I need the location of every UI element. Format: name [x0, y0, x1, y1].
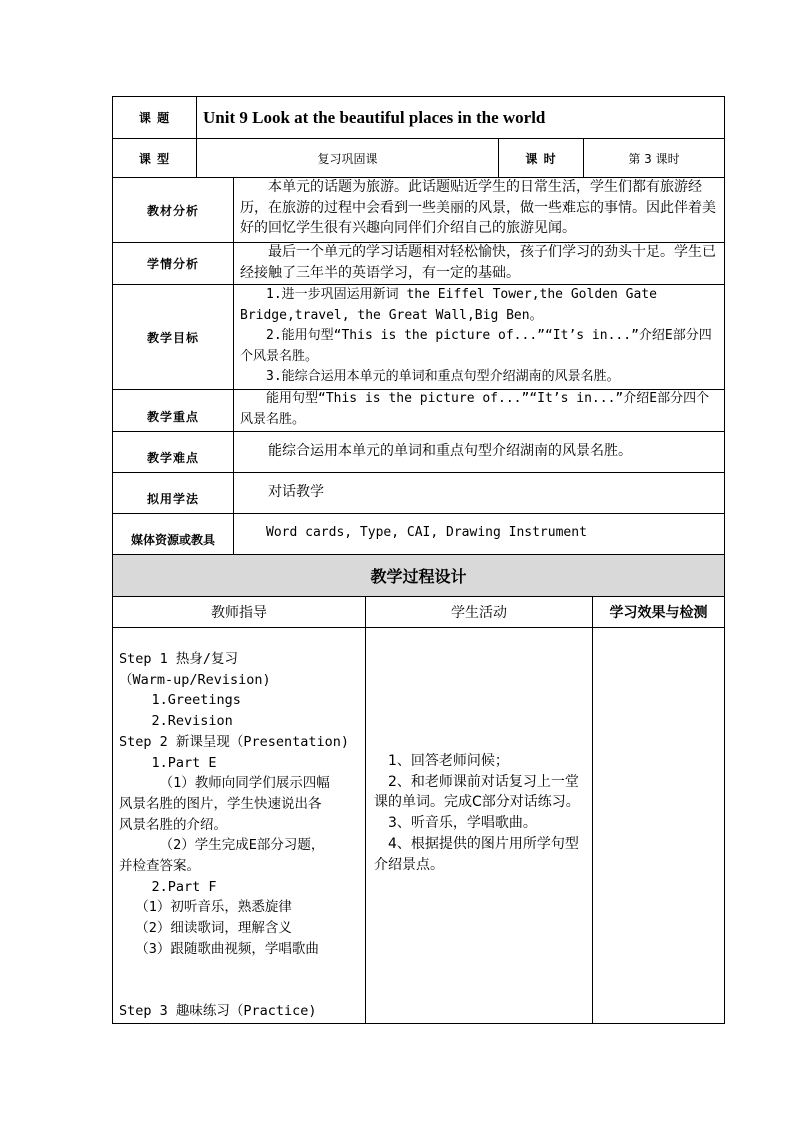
learning-effect-content [593, 628, 724, 1023]
material-analysis-label: 教材分析 [146, 203, 199, 218]
topic-value: Unit 9 Look at the beautiful places in the world [203, 107, 546, 127]
teacher-line: 风景名胜的介绍。 [119, 816, 227, 833]
student-activity-item: 4、根据提供的图片用所学句型介绍景点。 [374, 835, 579, 873]
key-points-label: 教学重点 [146, 410, 199, 424]
material-analysis-text [234, 177, 724, 242]
teacher-line: Step 2 新课呈现（Presentation) [119, 733, 350, 750]
type-label: 课 型 [138, 151, 171, 166]
student-activity-item: 1、回答老师问候； [388, 753, 509, 769]
teacher-line: （2）细读歌词，理解含义 [119, 920, 292, 937]
teacher-guidance-content [113, 649, 365, 1023]
teacher-line: 2.Revision [119, 713, 233, 730]
student-activity-header: 学生活动 [451, 605, 507, 621]
teacher-line [119, 980, 365, 1001]
student-analysis-paragraph: 最后一个单元的学习话题相对轻松愉快，孩子们学习的劲头十足。学生已经接触了三年半的英语学习，有一定的基础。 [240, 244, 716, 281]
teacher-line: 风景名胜的图片，学生快速说出各 [119, 795, 322, 812]
goal-3: 3.能综合运用本单元的单词和重点句型介绍湖南的风景名胜。 [266, 369, 620, 384]
difficulties-text [234, 432, 724, 472]
process-design-title: 教学过程设计 [113, 555, 724, 596]
period-label: 课 时 [525, 151, 557, 166]
teacher-line: 并检查答案。 [119, 858, 200, 875]
teaching-goals-label: 教学目标 [146, 330, 199, 345]
teacher-line: （1）教师向同学们展示四幅 [119, 775, 330, 792]
table-border-bottom [112, 1023, 725, 1024]
learning-method-value: 对话教学 [268, 484, 324, 500]
student-activity-content [366, 751, 592, 951]
student-analysis-text [234, 242, 724, 284]
teacher-line: （2）学生完成E部分习题， [119, 837, 325, 854]
media-resources-text [234, 514, 724, 554]
teacher-line: Step 1 热身/复习 [119, 651, 239, 667]
teacher-line: Step 3 趣味练习（Practice) [119, 1002, 317, 1019]
teacher-line: 1.Greetings [119, 692, 241, 709]
key-points-text [234, 389, 724, 431]
teacher-line: （Warm-up/Revision) [119, 671, 271, 688]
difficulties-paragraph: 能综合运用本单元的单词和重点句型介绍湖南的风景名胜。 [268, 443, 632, 459]
media-resources-label: 媒体资源或教具 [130, 533, 215, 547]
type-value: 复习巩固课 [317, 151, 378, 166]
goal-2: 2.能用句型“This is the picture of...”“It’s in...”介绍E部分四个风景名胜。 [240, 328, 712, 364]
topic-label: 课 题 [138, 111, 171, 125]
teacher-line: （3）跟随歌曲视频，学唱歌曲 [119, 940, 319, 957]
table-border-right [724, 96, 725, 1024]
material-analysis-paragraph: 本单元的话题为旅游。此话题贴近学生的日常生活，学生们都有旅游经历，在旅游的过程中会看到一些美丽的风景，做一些难忘的事情。因此伴着美好的回忆学生很有兴趣向同伴们介绍自己的旅游见闻。 [240, 179, 716, 236]
teacher-guidance-header: 教师指导 [211, 605, 267, 621]
goal-1: 1.进一步巩固运用新词 the Eiffel Tower,the Golden Gate Bridge,travel, the Great Wall,Big Ben。 [240, 287, 657, 323]
teacher-line: 1.Part E [119, 754, 217, 771]
student-activity-item: 3、听音乐，学唱歌曲。 [388, 815, 537, 832]
teaching-goals-text [234, 285, 724, 389]
teacher-line: （1）初听音乐，熟悉旋律 [119, 899, 292, 916]
key-points-paragraph: 能用句型“This is the picture of...”“It’s in...”介绍E部分四个风景名胜。 [240, 391, 710, 427]
teacher-line [119, 960, 365, 981]
student-analysis-label: 学情分析 [146, 257, 199, 271]
learning-method-text [234, 473, 724, 513]
student-activity-item: 2、和老师课前对话复习上一堂课的单词。完成C部分对话练习。 [374, 773, 580, 811]
teacher-line: 2.Part F [119, 878, 217, 895]
learning-method-label: 拟用学法 [146, 492, 199, 506]
period-value: 第 3 课时 [628, 151, 680, 166]
difficulties-label: 教学难点 [146, 451, 199, 465]
media-resources-value: Word cards, Type, CAI, Drawing Instrument [266, 525, 587, 540]
learning-effect-header: 学习效果与检测 [609, 605, 708, 621]
